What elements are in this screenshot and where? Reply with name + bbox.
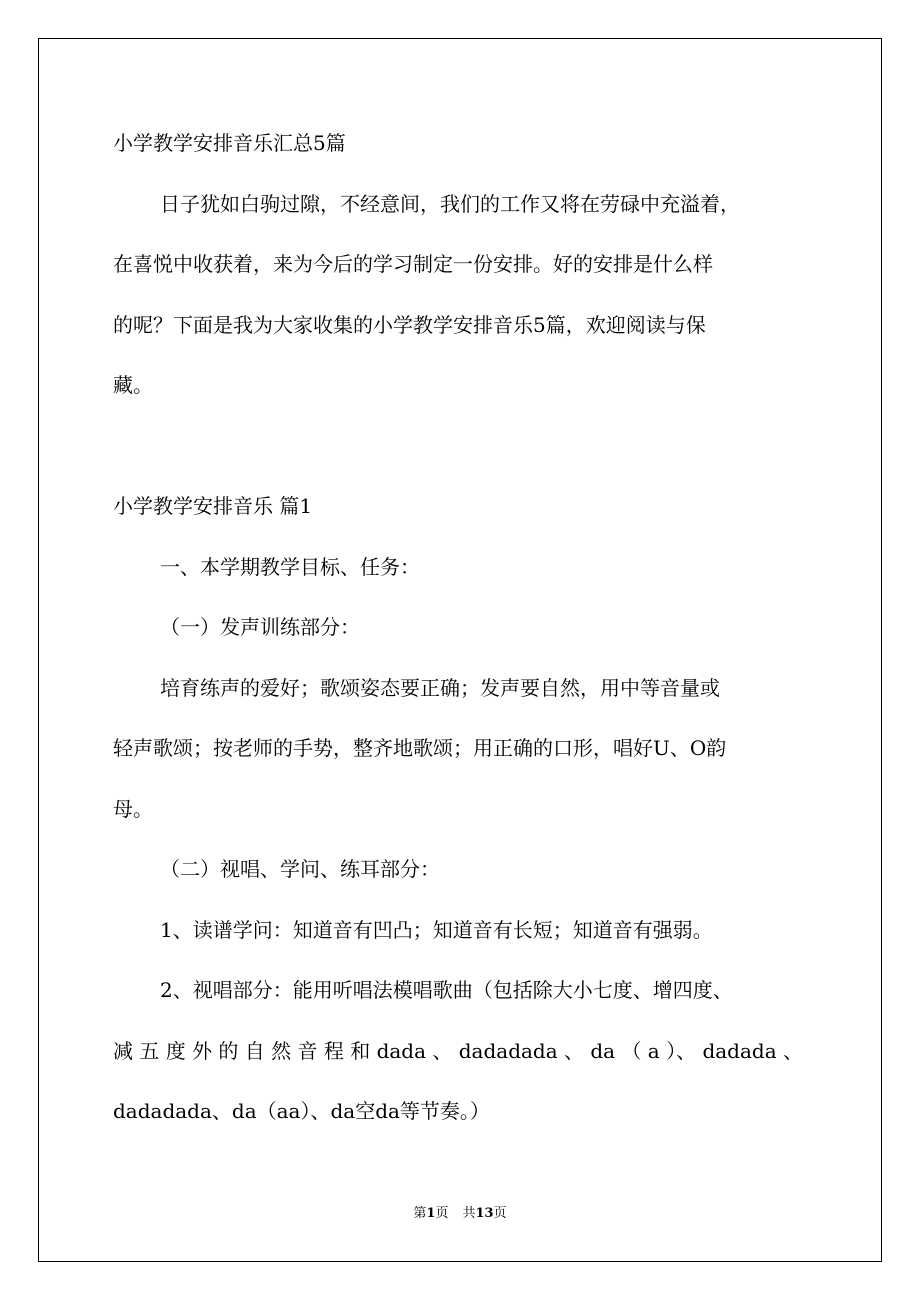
- page-unit: 页: [435, 1206, 449, 1221]
- total-pages: 13: [475, 1206, 494, 1221]
- body-line-1: 一、本学期教学目标、任务：: [160, 555, 420, 579]
- body-line-8: 2、视唱部分：能用听唱法模唱歌曲（包括除大小七度、增四度、: [160, 978, 733, 1002]
- page-border: [38, 38, 882, 1262]
- body-line-5: 母。: [113, 797, 153, 821]
- intro-line-1: 日子犹如白驹过隙，不经意间，我们的工作又将在劳碌中充溢着，: [160, 192, 740, 216]
- document-title: 小学教学安排音乐汇总5篇: [113, 131, 346, 155]
- total-unit: 页: [493, 1206, 507, 1221]
- intro-line-4: 藏。: [113, 373, 153, 397]
- body-line-6: （二）视唱、学问、练耳部分：: [160, 857, 440, 881]
- body-line-10: dadadada、da（aa）、da空da等节奏。）: [113, 1099, 490, 1123]
- body-line-9: 减 五 度 外 的 自 然 音 程 和 dada 、 dadadada 、 da （ a ）、 dadada 、: [113, 1039, 803, 1063]
- intro-line-2: 在喜悦中收获着，来为今后的学习制定一份安排。好的安排是什么样: [113, 252, 713, 276]
- intro-line-3: 的呢？下面是我为大家收集的小学教学安排音乐5篇，欢迎阅读与保: [113, 313, 706, 337]
- page-current: 1: [426, 1206, 436, 1221]
- page-prefix: 第: [413, 1206, 427, 1221]
- total-prefix: 共: [462, 1206, 476, 1221]
- body-line-4: 轻声歌颂；按老师的手势，整齐地歌颂；用正确的口形，唱好U、O韵: [113, 736, 727, 760]
- body-line-2: （一）发声训练部分：: [160, 615, 360, 639]
- page-footer: [0, 1206, 920, 1222]
- body-line-3: 培育练声的爱好；歌颂姿态要正确；发声要自然，用中等音量或: [160, 676, 720, 700]
- body-line-7: 1、读谱学问：知道音有凹凸；知道音有长短；知道音有强弱。: [160, 918, 713, 942]
- section-heading: 小学教学安排音乐 篇1: [113, 494, 313, 518]
